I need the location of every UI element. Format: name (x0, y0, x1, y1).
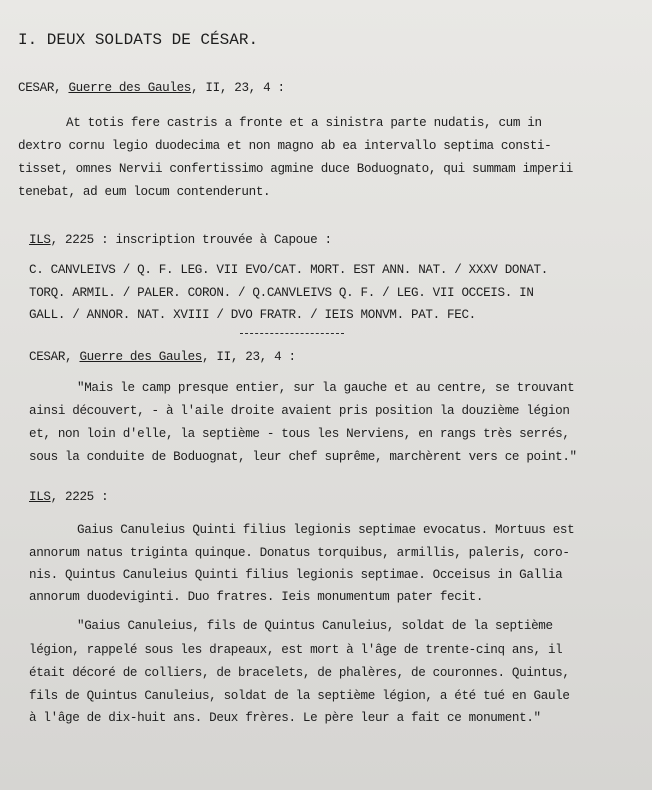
latin-expansion-line: annorum natus triginta quinque. Donatus torquibus, armillis, paleris, coro- (29, 546, 570, 560)
page-title: I. DEUX SOLDATS DE CÉSAR. (18, 31, 259, 49)
french-translation-line: "Gaius Canuleius, fils de Quintus Canuleius, soldat de la septième (77, 619, 553, 633)
inscription-line: C. CANVLEIVS / Q. F. LEG. VII EVO/CAT. MORT. EST ANN. NAT. / XXXV DONAT. (29, 263, 548, 277)
latin-text-line: tisset, omnes Nervii confertissimo agmine duce Boduognato, qui summam imperii (18, 162, 573, 176)
inscription-line: TORQ. ARMIL. / PALER. CORON. / Q.CANVLEIVS Q. F. / LEG. VII OCCEIS. IN (29, 286, 534, 300)
heading-author: CESAR, (29, 350, 73, 364)
heading-work-title: Guerre des Gaules (79, 350, 202, 364)
latin-text-line: At totis fere castris a fronte et a sinistra parte nudatis, cum in (66, 116, 542, 130)
latin-text-line: dextro cornu legio duodecima et non magno ab ea intervallo septima consti- (18, 139, 552, 153)
section-heading-cesar-latin (18, 81, 285, 95)
translation-text-line: et, non loin d'elle, la septième - tous les Nerviens, en rangs très serrés, (29, 427, 570, 441)
translation-text-line: sous la conduite de Boduognat, leur chef suprême, marchèrent vers ce point." (29, 450, 577, 464)
section-divider (240, 333, 344, 334)
latin-expansion-line: nis. Quintus Canuleius Quinti filius legionis septimae. Occeisus in Gallia (29, 568, 563, 582)
latin-expansion-line: annorum duodeviginti. Duo fratres. Ieis monumentum pater fecit. (29, 590, 484, 604)
heading-work-title: Guerre des Gaules (68, 81, 191, 95)
latin-expansion-line: Gaius Canuleius Quinti filius legionis septimae evocatus. Mortuus est (77, 523, 575, 537)
french-translation-line: légion, rappelé sous les drapeaux, est mort à l'âge de trente-cinq ans, il (29, 643, 563, 657)
heading-ils-text: , 2225 : inscription trouvée à Capoue : (50, 233, 332, 247)
heading-ils-label: ILS (29, 233, 51, 247)
french-translation-line: fils de Quintus Canuleius, soldat de la septième légion, a été tué en Gaule (29, 689, 570, 703)
heading-reference: , II, 23, 4 : (191, 81, 285, 95)
translation-text-line: ainsi découvert, - à l'aile droite avaient pris position la douzième légion (29, 404, 570, 418)
heading-ils-text: , 2225 : (50, 490, 109, 504)
french-translation-line: à l'âge de dix-huit ans. Deux frères. Le père leur a fait ce monument." (29, 711, 541, 725)
heading-ils-label: ILS (29, 490, 51, 504)
inscription-line: GALL. / ANNOR. NAT. XVIII / DVO FRATR. / IEIS MONVM. PAT. FEC. (29, 308, 476, 322)
section-heading-cesar-french (29, 350, 296, 364)
section-heading-ils-inscription (29, 233, 332, 247)
latin-text-line: tenebat, ad eum locum contenderunt. (18, 185, 271, 199)
heading-author: CESAR, (18, 81, 62, 95)
translation-text-line: "Mais le camp presque entier, sur la gauche et au centre, se trouvant (77, 381, 575, 395)
french-translation-line: était décoré de colliers, de bracelets, de phalères, de couronnes. Quintus, (29, 666, 570, 680)
section-heading-ils (29, 490, 108, 504)
heading-reference: , II, 23, 4 : (202, 350, 296, 364)
